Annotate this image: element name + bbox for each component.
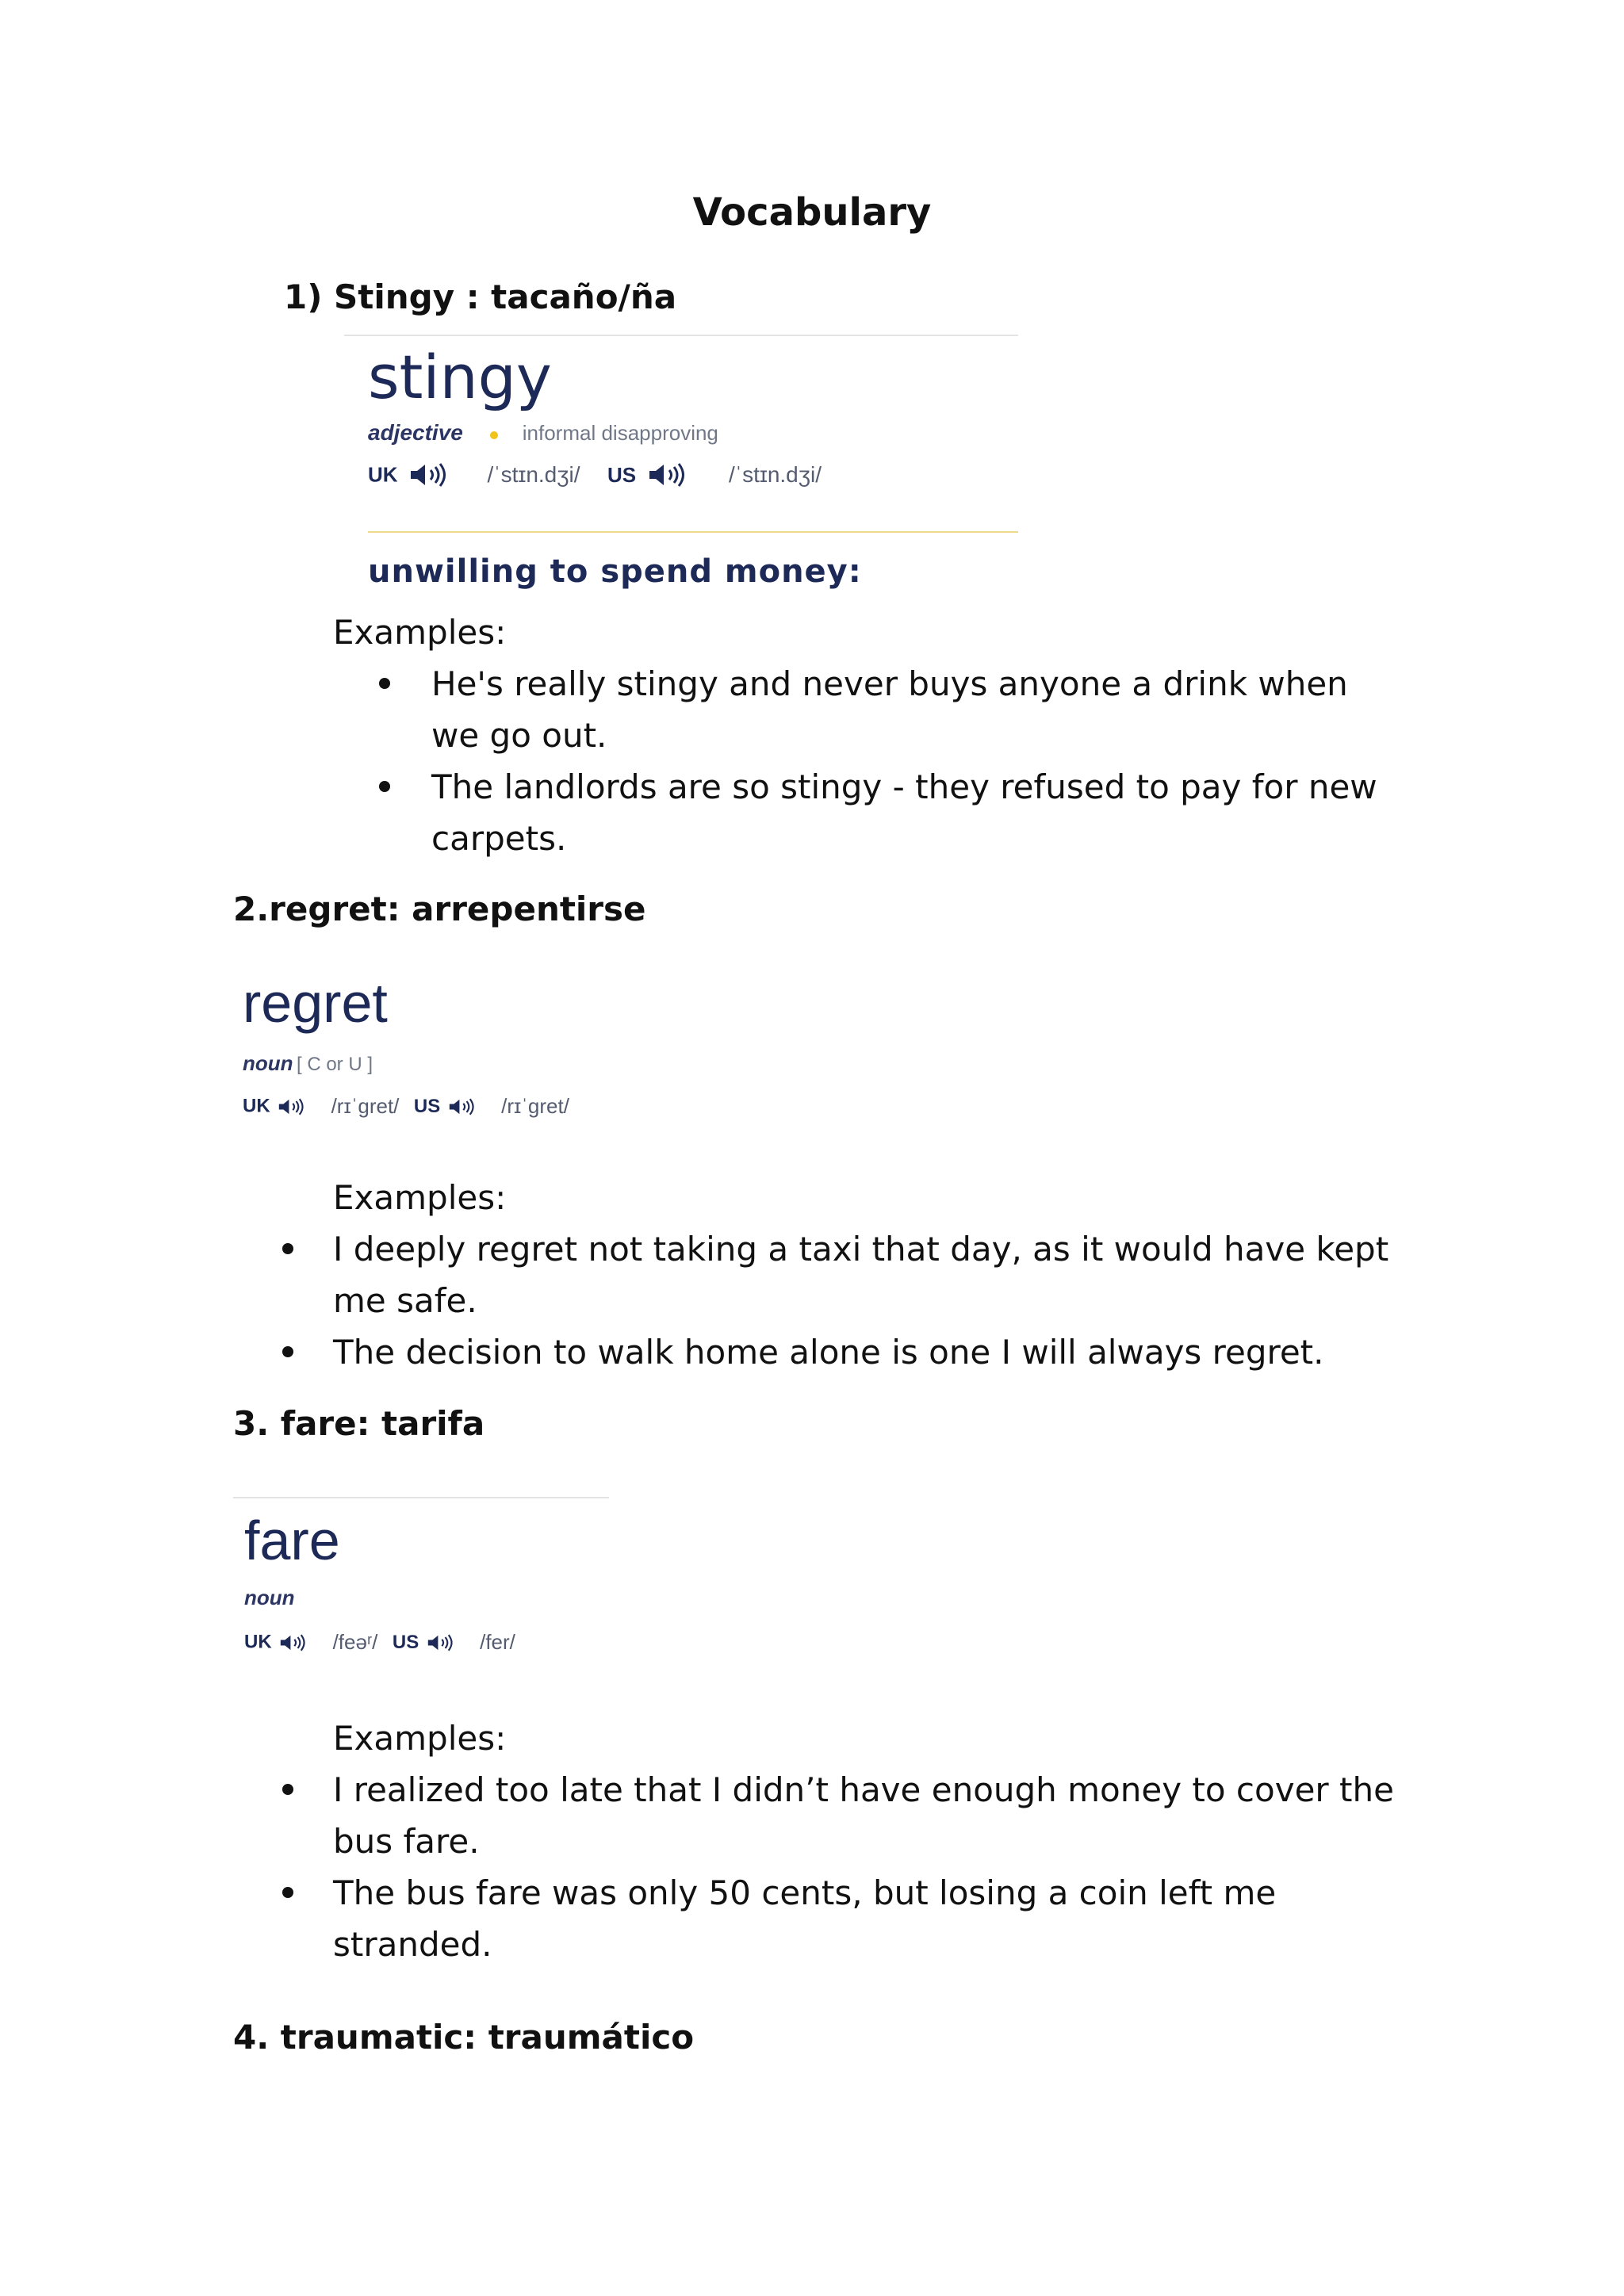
examples-list-stingy [431, 658, 1399, 864]
us-ipa: /fer/ [480, 1630, 515, 1654]
bullet-dot [379, 678, 390, 689]
card-top-divider [344, 335, 1018, 336]
us-audio-icon[interactable] [426, 1631, 459, 1655]
list-item: The bus fare was only 50 cents, but losing a coin left me stranded. [333, 1867, 1396, 1970]
examples-list-regret [333, 1223, 1396, 1378]
part-of-speech-row [368, 420, 718, 446]
part-of-speech-row [243, 1051, 373, 1076]
us-ipa: /rɪˈɡret/ [501, 1094, 569, 1118]
part-of-speech-row [244, 1586, 295, 1610]
entry-heading-regret: 2.regret: arrepentirse [233, 890, 646, 928]
examples-label: Examples: [333, 1719, 507, 1758]
us-ipa: /ˈstɪn.dʒi/ [728, 462, 822, 487]
list-item: The decision to walk home alone is one I will always regret. [333, 1326, 1396, 1378]
usage-labels: informal disapproving [522, 421, 718, 445]
pronunciation-row [244, 1630, 515, 1655]
headword: stingy [368, 342, 552, 412]
us-audio-icon[interactable] [447, 1095, 481, 1119]
uk-ipa: /rɪˈɡret/ [331, 1094, 400, 1118]
entry-heading-traumatic: 4. traumatic: traumático [233, 2018, 695, 2057]
grammar-code: [ C or U ] [296, 1054, 373, 1075]
part-of-speech: noun [243, 1051, 293, 1075]
dictionary-card-fare [233, 1497, 609, 1671]
page-title: Vocabulary [692, 190, 932, 235]
uk-audio-icon[interactable] [277, 1095, 310, 1119]
pronunciation-row [368, 461, 822, 488]
us-label: US [607, 462, 637, 487]
dictionary-card-stingy [344, 333, 1018, 603]
bullet-dot [282, 1346, 293, 1357]
uk-label: UK [243, 1095, 270, 1117]
card-top-divider [233, 1497, 609, 1498]
uk-ipa: /ˈstɪn.dʒi/ [487, 462, 580, 487]
dictionary-card-regret [233, 972, 709, 1134]
list-item: I realized too late that I didn’t have enough money to cover the bus fare. [333, 1764, 1396, 1867]
list-item: The landlords are so stingy - they refused to pay for new carpets. [431, 761, 1399, 864]
list-item: He's really stingy and never buys anyone a drink when we go out. [431, 658, 1399, 761]
entry-heading-stingy: 1) Stingy : tacaño/ña [284, 277, 677, 316]
us-label: US [392, 1631, 419, 1653]
bullet-dot [282, 1887, 293, 1898]
examples-label: Examples: [333, 1178, 507, 1217]
us-audio-icon[interactable] [646, 461, 694, 488]
bullet-dot [282, 1784, 293, 1795]
headword: fare [244, 1510, 340, 1571]
us-label: US [413, 1095, 441, 1117]
headword: regret [243, 972, 388, 1034]
uk-ipa: /feəʳ/ [332, 1630, 378, 1654]
uk-audio-icon[interactable] [278, 1631, 312, 1655]
list-item: I deeply regret not taking a taxi that day, as it would have kept me safe. [333, 1223, 1396, 1326]
examples-label: Examples: [333, 613, 507, 652]
uk-label: UK [244, 1631, 272, 1653]
bullet-dot [379, 781, 390, 792]
uk-audio-icon[interactable] [408, 461, 455, 488]
pronunciation-row [243, 1094, 569, 1119]
part-of-speech: noun [244, 1586, 295, 1609]
definition-divider [368, 531, 1018, 533]
examples-list-fare [333, 1764, 1396, 1970]
bullet-dot [282, 1243, 293, 1254]
part-of-speech: adjective [368, 420, 463, 445]
uk-label: UK [368, 462, 398, 487]
definition-text: unwilling to spend money: [368, 553, 862, 590]
entry-heading-fare: 3. fare: tarifa [233, 1404, 485, 1443]
bullet-separator [490, 431, 498, 439]
